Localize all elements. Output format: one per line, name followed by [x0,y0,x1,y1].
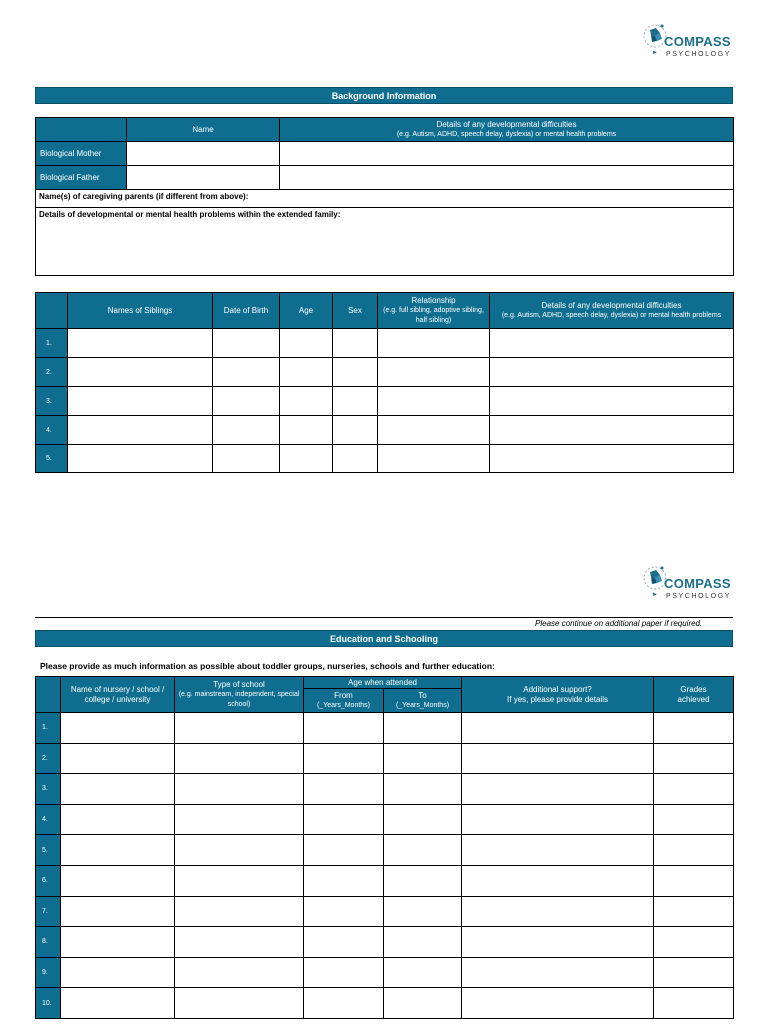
education-from-cell[interactable] [304,896,384,927]
education-row [36,896,734,927]
sibling-row-number: 1. [36,329,68,358]
sibling-name-cell[interactable] [68,445,213,473]
education-to-cell[interactable] [384,957,462,988]
education-grades-cell[interactable] [654,896,734,927]
siblings-header-relationship [378,293,490,329]
sibling-dob-cell[interactable] [213,358,280,387]
education-grades-cell[interactable] [654,957,734,988]
background-title: Background Information [35,87,733,104]
education-header-grades: Grades achieved [654,677,734,713]
sibling-details-cell[interactable] [490,358,734,387]
education-type-cell[interactable] [175,988,304,1019]
row-biological-father: Biological Father [36,166,127,190]
education-row-number: 10. [36,988,61,1019]
sibling-row [36,358,734,387]
education-type-cell[interactable] [175,804,304,835]
education-type-cell[interactable] [175,957,304,988]
sibling-details-cell[interactable] [490,445,734,473]
education-row-number: 4. [36,804,61,835]
mother-details-cell[interactable] [280,142,734,166]
education-support-cell[interactable] [462,865,654,896]
education-from-cell[interactable] [304,835,384,866]
background-header-empty [36,118,127,142]
education-header-age: Age when attended [304,677,462,689]
to-label: To [418,690,427,700]
education-support-cell[interactable] [462,957,654,988]
education-grades-cell[interactable] [654,713,734,744]
sibling-dob-cell[interactable] [213,416,280,445]
siblings-header-details [490,293,734,329]
background-table [35,117,734,276]
education-lead-text: Please provide as much information as possible about toddler groups, nurseries, schools and further education: [40,661,495,671]
type-line2: (e.g. mainstream, independent, special school) [178,690,300,708]
education-to-cell[interactable] [384,988,462,1019]
education-from-cell[interactable] [304,804,384,835]
education-grades-cell[interactable] [654,835,734,866]
education-type-cell[interactable] [175,835,304,866]
education-name-cell[interactable] [61,988,175,1019]
education-name-cell[interactable] [61,774,175,805]
education-name-cell[interactable] [61,896,175,927]
education-name-cell[interactable] [61,743,175,774]
siblings-header-names: Names of Siblings [68,293,213,329]
sibling-sex-cell[interactable] [333,358,378,387]
education-to-cell[interactable] [384,927,462,958]
sibling-details-cell[interactable] [490,416,734,445]
education-row [36,957,734,988]
logo-sub: PSYCHOLOGY [666,51,732,58]
sibling-name-cell[interactable] [68,416,213,445]
education-table [35,676,734,1019]
sibling-row [36,387,734,416]
education-name-cell[interactable] [61,713,175,744]
sibling-relationship-cell[interactable] [378,416,490,445]
education-support-cell[interactable] [462,804,654,835]
page-divider [35,617,733,618]
to-years: (_Years_Months) [395,701,450,709]
caregiving-parents-cell[interactable]: Name(s) of caregiving parents (if different from above): [36,190,734,208]
education-from-cell[interactable] [304,927,384,958]
sibling-row-number: 4. [36,416,68,445]
education-name-cell[interactable] [61,927,175,958]
sibling-relationship-cell[interactable] [378,387,490,416]
education-support-cell[interactable] [462,927,654,958]
sibling-name-cell[interactable] [68,358,213,387]
education-support-cell[interactable] [462,896,654,927]
education-row [36,988,734,1019]
background-header-details-line1: Details of any developmental difficulties [436,119,577,129]
siblings-header-age: Age [280,293,333,329]
education-grades-cell[interactable] [654,865,734,896]
siblings-header-dob: Date of Birth [213,293,280,329]
arrow-icon: ► [652,50,658,56]
sibling-details-cell[interactable] [490,329,734,358]
logo-brand: COMPASS [664,34,731,49]
sibling-details-cell[interactable] [490,387,734,416]
type-line1: Type of school [213,679,265,689]
education-header-name: Name of nursery / school / college / university [61,677,175,713]
sibling-row [36,416,734,445]
education-from-cell[interactable] [304,865,384,896]
sibling-name-cell[interactable] [68,329,213,358]
education-from-cell[interactable] [304,743,384,774]
education-type-cell[interactable] [175,896,304,927]
background-header-details [280,118,734,142]
siblings-header-num [36,293,68,329]
arrow-icon-2: ► [652,592,658,598]
education-row-number: 1. [36,713,61,744]
sibling-dob-cell[interactable] [213,329,280,358]
education-name-cell[interactable] [61,957,175,988]
education-to-cell[interactable] [384,743,462,774]
sibling-relationship-cell[interactable] [378,329,490,358]
education-row-number: 5. [36,835,61,866]
sibling-name-cell[interactable] [68,387,213,416]
compass-logo-2 [640,564,735,606]
siblings-table [35,292,734,473]
background-header-details-line2: (e.g. Autism, ADHD, speech delay, dyslexia) or mental health problems [396,130,617,138]
education-header-support [462,677,654,713]
support-line2: If yes, please provide details [507,694,608,704]
education-row-number: 9. [36,957,61,988]
sibling-relationship-cell[interactable] [378,358,490,387]
education-name-cell[interactable] [61,865,175,896]
sibling-row [36,329,734,358]
education-row-number: 7. [36,896,61,927]
sibling-age-cell[interactable] [280,329,333,358]
sibling-sex-cell[interactable] [333,329,378,358]
relationship-line2: (e.g. full sibling, adoptive sibling, half sibling) [383,306,484,324]
education-support-cell[interactable] [462,713,654,744]
education-row [36,927,734,958]
education-support-cell[interactable] [462,774,654,805]
background-header-name: Name [127,118,280,142]
sibling-row-number: 2. [36,358,68,387]
relationship-line1: Relationship [411,295,456,305]
education-title: Education and Schooling [35,630,733,647]
continue-note: Please continue on additional paper if required. [535,619,703,628]
education-type-cell[interactable] [175,865,304,896]
sibling-sex-cell[interactable] [333,387,378,416]
education-row [36,743,734,774]
education-name-cell[interactable] [61,835,175,866]
education-grades-cell[interactable] [654,927,734,958]
logo-brand-2: COMPASS [664,576,731,591]
education-to-cell[interactable] [384,896,462,927]
row-biological-mother: Biological Mother [36,142,127,166]
sibling-age-cell[interactable] [280,416,333,445]
education-name-cell[interactable] [61,804,175,835]
education-type-cell[interactable] [175,743,304,774]
education-grades-cell[interactable] [654,743,734,774]
education-header-num [36,677,61,713]
education-support-cell[interactable] [462,988,654,1019]
sibling-sex-cell[interactable] [333,445,378,473]
education-type-cell[interactable] [175,774,304,805]
education-grades-cell[interactable] [654,804,734,835]
support-line1: Additional support? [523,684,592,694]
mother-name-cell[interactable] [127,142,280,166]
education-to-cell[interactable] [384,774,462,805]
education-row-number: 6. [36,865,61,896]
education-support-cell[interactable] [462,743,654,774]
education-to-cell[interactable] [384,865,462,896]
education-to-cell[interactable] [384,713,462,744]
education-to-cell[interactable] [384,804,462,835]
education-from-cell[interactable] [304,957,384,988]
sibling-age-cell[interactable] [280,358,333,387]
siblings-header-sex: Sex [333,293,378,329]
father-name-cell[interactable] [127,166,280,190]
education-type-cell[interactable] [175,713,304,744]
sibling-sex-cell[interactable] [333,416,378,445]
education-row [36,865,734,896]
sibling-details-line1: Details of any developmental difficulties [541,300,682,310]
sibling-row [36,445,734,473]
education-header-from [304,689,384,713]
father-details-cell[interactable] [280,166,734,190]
education-row [36,804,734,835]
sibling-age-cell[interactable] [280,387,333,416]
education-grades-cell[interactable] [654,988,734,1019]
sibling-age-cell[interactable] [280,445,333,473]
education-support-cell[interactable] [462,835,654,866]
education-header-type [175,677,304,713]
sibling-row-number: 3. [36,387,68,416]
education-to-cell[interactable] [384,835,462,866]
education-row [36,713,734,744]
education-row [36,835,734,866]
education-row [36,774,734,805]
sibling-details-line2: (e.g. Autism, ADHD, speech delay, dyslexia) or mental health problems [501,311,722,319]
education-row-number: 8. [36,927,61,958]
extended-family-cell[interactable]: Details of developmental or mental health problems within the extended family: [36,208,734,276]
from-label: From [334,690,353,700]
sibling-row-number: 5. [36,445,68,473]
education-from-cell[interactable] [304,774,384,805]
from-years: (_Years_Months) [316,701,371,709]
education-header-to [384,689,462,713]
sibling-relationship-cell[interactable] [378,445,490,473]
education-from-cell[interactable] [304,988,384,1019]
education-type-cell[interactable] [175,927,304,958]
education-row-number: 2. [36,743,61,774]
sibling-dob-cell[interactable] [213,387,280,416]
education-row-number: 3. [36,774,61,805]
education-from-cell[interactable] [304,713,384,744]
compass-logo [640,22,735,64]
education-grades-cell[interactable] [654,774,734,805]
sibling-dob-cell[interactable] [213,445,280,473]
logo-sub-2: PSYCHOLOGY [666,593,732,600]
